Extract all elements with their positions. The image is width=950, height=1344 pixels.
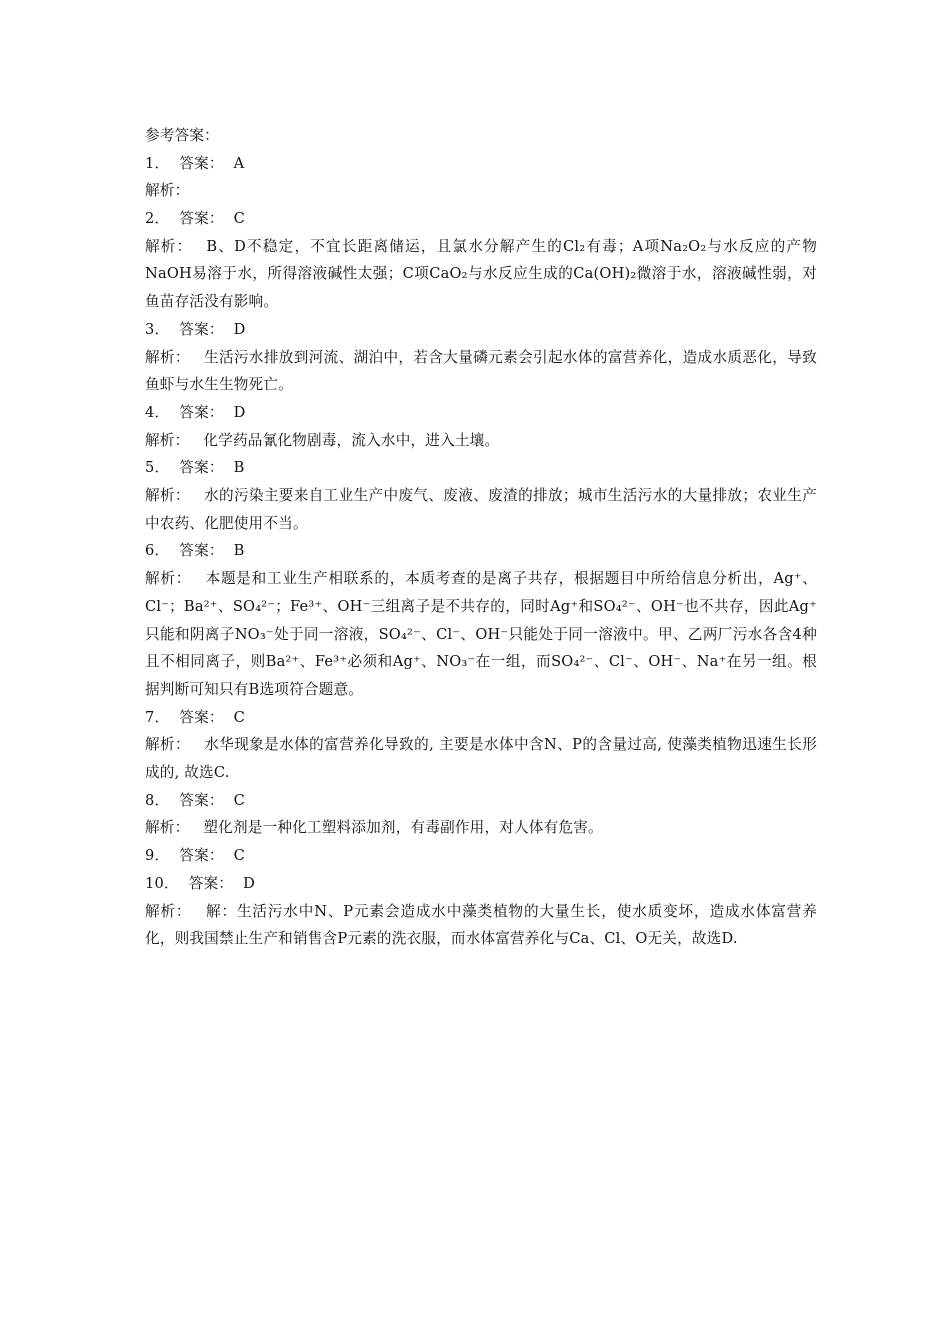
answer-label: 答案：: [179, 154, 224, 172]
answer-value: C: [233, 708, 246, 726]
analysis-label: 解析：: [145, 487, 190, 505]
answer-label: 答案：: [188, 874, 234, 892]
answer-label: 答案：: [179, 708, 224, 726]
question-number: 5．: [145, 459, 170, 477]
analysis-label: 解析：: [145, 431, 190, 449]
question-number: 7．: [145, 708, 170, 726]
analysis-paragraph: [145, 565, 817, 704]
answer-value: C: [233, 791, 246, 809]
question-number: 3．: [145, 320, 170, 338]
question-number: 2．: [145, 210, 170, 228]
answer-line: [145, 842, 817, 870]
answer-list: [145, 150, 817, 953]
analysis-label: 解析：: [145, 237, 193, 255]
answer-line: [145, 537, 817, 565]
question-number: 1．: [145, 154, 170, 172]
analysis-label: 解析：: [145, 736, 190, 754]
answer-line: [145, 205, 817, 233]
analysis-label: 解析：: [145, 570, 192, 588]
answer-line: [145, 870, 817, 898]
answer-line: [145, 316, 817, 344]
question-number: 4．: [145, 403, 170, 421]
question-number: 8．: [145, 791, 170, 809]
answer-line: [145, 704, 817, 732]
answer-line: [145, 454, 817, 482]
question-number: 6．: [145, 542, 170, 560]
answer-line: [145, 399, 817, 427]
answer-value: C: [233, 210, 246, 228]
analysis-paragraph: [145, 482, 817, 537]
answer-value: A: [233, 154, 245, 172]
analysis-label: 解析：: [145, 182, 190, 200]
answer-label: 答案：: [179, 320, 224, 338]
analysis-paragraph: [145, 177, 817, 205]
answer-value: D: [233, 320, 246, 338]
question-number: 10．: [145, 874, 179, 892]
answer-label: 答案：: [179, 459, 224, 477]
analysis-paragraph: [145, 344, 817, 399]
answer-value: B: [233, 542, 245, 560]
analysis-text: 本题是和工业生产相联系的，本质考查的是离子共存，根据题目中所给信息分析出，Ag⁺、Cl⁻；Ba²⁺、SO₄²⁻；Fe³⁺、OH⁻三组离子是不共存的，同时Ag⁺和SO₄²⁻、OH⁻也不共存，因此Ag⁺只能和阴离子NO₃⁻处于同一溶液，SO₄²⁻、Cl⁻、OH⁻只能处于同一溶液中。甲、乙两厂污水各含4种且不相同离子，则Ba²⁺、Fe³⁺必须和Ag⁺、NO₃⁻在一组，而SO₄²⁻、Cl⁻、OH⁻、Na⁺在另一组。根据判断可知只有B选项符合题意。: [145, 570, 817, 698]
answer-value: D: [243, 874, 256, 892]
answer-value: D: [233, 403, 246, 421]
analysis-paragraph: [145, 233, 817, 316]
answer-label: 答案：: [179, 403, 224, 421]
analysis-text: B、D不稳定，不宜长距离储运，且氯水分解产生的Cl₂有毒；A项Na₂O₂与水反应的产物NaOH易溶于水，所得溶液碱性太强；C项CaO₂与水反应生成的Ca(OH)₂微溶于水，溶液碱性弱，对鱼苗存活没有影响。: [145, 237, 817, 311]
analysis-text: 水华现象是水体的富营养化导致的, 主要是水体中含N、P的含量过高, 使藻类植物迅速生长形成的, 故选C.: [145, 736, 817, 782]
analysis-label: 解析：: [145, 902, 192, 920]
analysis-label: 解析：: [145, 819, 190, 837]
question-number: 9．: [145, 847, 170, 865]
answer-label: 答案：: [179, 210, 224, 228]
answer-label: 答案：: [179, 847, 224, 865]
answer-label: 答案：: [179, 791, 224, 809]
document-header: 参考答案：: [145, 127, 219, 144]
answer-value: C: [233, 847, 246, 865]
analysis-text: 化学药品氰化物剧毒，流入水中，进入土壤。: [203, 431, 500, 449]
analysis-text: 塑化剂是一种化工塑料添加剂，有毒副作用，对人体有危害。: [203, 819, 603, 837]
answer-line: [145, 787, 817, 815]
analysis-label: 解析：: [145, 348, 190, 366]
analysis-text: 生活污水排放到河流、湖泊中，若含大量磷元素会引起水体的富营养化，造成水质恶化，导致鱼虾与水生生物死亡。: [145, 348, 817, 394]
analysis-paragraph: [145, 814, 817, 842]
answer-value: B: [233, 459, 245, 477]
analysis-paragraph: [145, 427, 817, 455]
analysis-text: 解：生活污水中N、P元素会造成水中藻类植物的大量生长，使水质变坏，造成水体富营养化，则我国禁止生产和销售含P元素的洗衣服，而水体富营养化与Ca、Cl、O无关，故选D.: [145, 902, 817, 948]
analysis-text: 水的污染主要来自工业生产中废气、废液、废渣的排放；城市生活污水的大量排放；农业生产中农药、化肥使用不当。: [145, 487, 817, 532]
answer-line: [145, 150, 817, 178]
answer-document: [145, 122, 817, 953]
analysis-paragraph: [145, 731, 817, 786]
answer-label: 答案：: [179, 542, 224, 560]
analysis-paragraph: [145, 898, 817, 953]
